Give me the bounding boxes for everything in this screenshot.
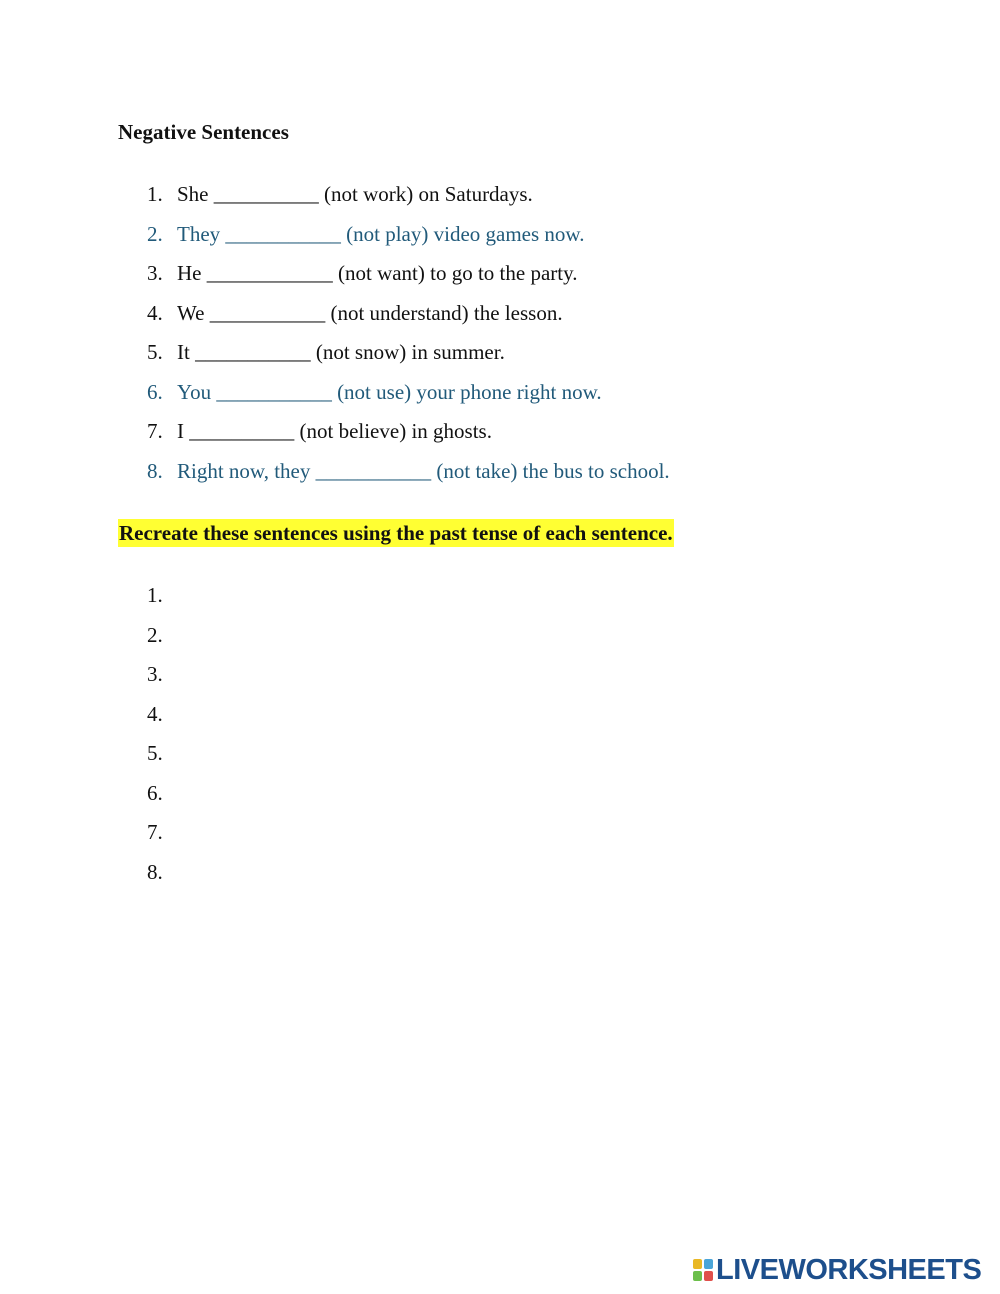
- instruction-highlight: Recreate these sentences using the past tense of each sentence.: [119, 521, 673, 545]
- logo-tile-blue: [704, 1259, 713, 1269]
- logo-tile-yellow: [693, 1259, 702, 1269]
- liveworksheets-logo-icon: [692, 1258, 714, 1282]
- item-sentence: She __________ (not work) on Saturdays.: [177, 182, 533, 206]
- item-number: 8.: [147, 458, 163, 483]
- item-sentence: You ___________ (not use) your phone right now.: [177, 379, 602, 404]
- item-sentence: It ___________ (not snow) in summer.: [177, 340, 505, 364]
- page-title: Negative Sentences: [118, 120, 289, 144]
- item-sentence: He ____________ (not want) to go to the party.: [177, 261, 578, 285]
- answer-number: 4.: [147, 701, 163, 726]
- item-number: 3.: [147, 261, 163, 285]
- answer-number: 3.: [147, 662, 163, 686]
- liveworksheets-logo[interactable]: [692, 1255, 981, 1285]
- answer-number: 5.: [147, 741, 163, 765]
- item-sentence: Right now, they ___________ (not take) the bus to school.: [177, 458, 670, 483]
- answer-number: 2.: [147, 622, 163, 647]
- logo-text: LIVEWORKSHEETS: [716, 1254, 982, 1286]
- item-number: 1.: [147, 182, 163, 206]
- item-number: 2.: [147, 221, 163, 246]
- logo-tile-red: [704, 1271, 713, 1281]
- answer-number: 1.: [147, 583, 163, 607]
- item-sentence: They ___________ (not play) video games now.: [177, 221, 585, 246]
- item-sentence: We ___________ (not understand) the lesson.: [177, 300, 563, 325]
- answer-number: 7.: [147, 820, 163, 844]
- item-sentence: I __________ (not believe) in ghosts.: [177, 419, 492, 443]
- answer-number: 6.: [147, 780, 163, 805]
- answer-number: 8.: [147, 859, 163, 884]
- item-number: 6.: [147, 379, 163, 404]
- item-number: 7.: [147, 419, 163, 443]
- item-number: 5.: [147, 340, 163, 364]
- item-number: 4.: [147, 300, 163, 325]
- logo-tile-green: [693, 1271, 702, 1281]
